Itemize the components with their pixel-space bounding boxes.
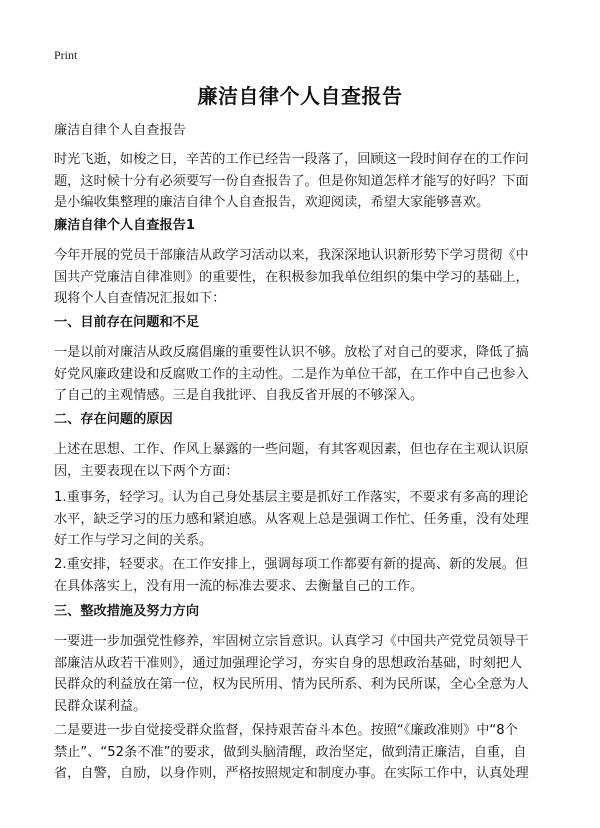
paragraph-line: 在具体落实上，没有用一流的标准去要求、去衡量自己的工作。 <box>54 578 424 594</box>
opening-line: 今年开展的党员干部廉洁从政学习活动以来，我深深地认识新形势下学习贯彻《中 <box>54 248 529 263</box>
heading-causes <box>54 409 546 431</box>
paragraph-line: 好党风廉政建设和反腐败工作的主动性。二是作为单位干部，在工作中自己也参入 <box>54 366 529 382</box>
paragraph-line: 民群众的利益放在第一位，权为民所用、情为民所系、利为民所谋，全心全意为人 <box>54 677 529 693</box>
measure-paragraph-2 <box>54 720 546 785</box>
cause-item-2 <box>54 554 546 597</box>
heading-text: 一、目前存在问题和不足 <box>54 315 200 330</box>
cause-item-1 <box>54 487 546 552</box>
opening-line: 国共产党廉洁自律准则》的重要性，在积极参加我单位组织的集中学习的基础上， <box>54 269 529 285</box>
paragraph-line: 一是以前对廉洁从政反腐倡廉的重要性认识不够。放松了对自己的要求，降低了搞 <box>54 345 529 360</box>
intro-paragraph <box>54 149 546 214</box>
paragraph-line: 禁止”、“52条不准”的要求，做到头脑清醒，政治坚定，做到清正廉洁，自重，自 <box>54 744 527 760</box>
paragraph-line: 水平，缺乏学习的压力感和紧迫感。从客观上总是强调工作忙、任务重，没有处理 <box>54 511 529 527</box>
paragraph-line: 部廉洁从政若干准则》，通过加强理论学习，夯实自身的思想政治基础，时刻把人 <box>54 655 523 671</box>
paragraph-line: 了自己的主观情感。三是自我批评、自我反省开展的不够深入。 <box>54 388 424 404</box>
paragraph-line: 因，主要表现在以下两个方面： <box>54 463 239 479</box>
document-subtitle <box>54 120 546 142</box>
paragraph-line: 民群众谋利益。 <box>54 698 147 714</box>
intro-line: 是小编收集整理的廉洁自律个人自查报告，欢迎阅读，希望大家能够喜欢。 <box>54 195 490 211</box>
heading-text: 三、整改措施及努力方向 <box>54 604 200 619</box>
intro-line: 题，这时候十分有必须要写一份自查报告了。但是你知道怎样才能写的好吗？下面 <box>54 173 529 189</box>
paragraph-line: 省，自警，自励，以身作则，严格按照规定和制度办事。在实际工作中，认真处理 <box>54 766 529 782</box>
causes-paragraph <box>54 439 546 482</box>
section-title <box>54 215 546 237</box>
document-title: 廉洁自律个人自查报告 <box>197 84 403 108</box>
opening-line: 现将个人自查情况汇报如下： <box>54 291 226 307</box>
opening-paragraph <box>54 245 546 310</box>
paragraph-line: 好工作与学习之间的关系。 <box>54 533 213 549</box>
heading-text: 二、存在问题的原因 <box>54 412 173 427</box>
measure-paragraph-1 <box>54 631 546 717</box>
section-title-text: 廉洁自律个人自查报告1 <box>54 218 196 233</box>
paragraph-line: 2.重安排，轻要求。在工作安排上，强调每项工作都要有新的提高、新的发展。但 <box>54 557 529 572</box>
subtitle-text: 廉洁自律个人自查报告 <box>54 123 186 138</box>
heading-problems <box>54 312 546 334</box>
paragraph-line: 一要进一步加强党性修养，牢固树立宗旨意识。认真学习《中国共产党党员领导干 <box>54 634 529 649</box>
print-label: Print <box>54 48 78 62</box>
problems-paragraph <box>54 342 546 407</box>
paragraph-line: 1.重事务，轻学习。认为自己身处基层主要是抓好工作落实，不要求有多高的理论 <box>54 490 529 505</box>
paragraph-line: 二是要进一步自觉接受群众监督，保持艰苦奋斗本色。按照“《廉政准则》中“8个 <box>54 723 518 738</box>
intro-line: 时光飞逝，如梭之日，辛苦的工作已经告一段落了，回顾这一段时间存在的工作问 <box>54 152 529 167</box>
paragraph-line: 上述在思想、工作、作风上暴露的一些问题，有其客观因素，但也存在主观认识原 <box>54 442 529 457</box>
heading-measures <box>54 601 546 623</box>
